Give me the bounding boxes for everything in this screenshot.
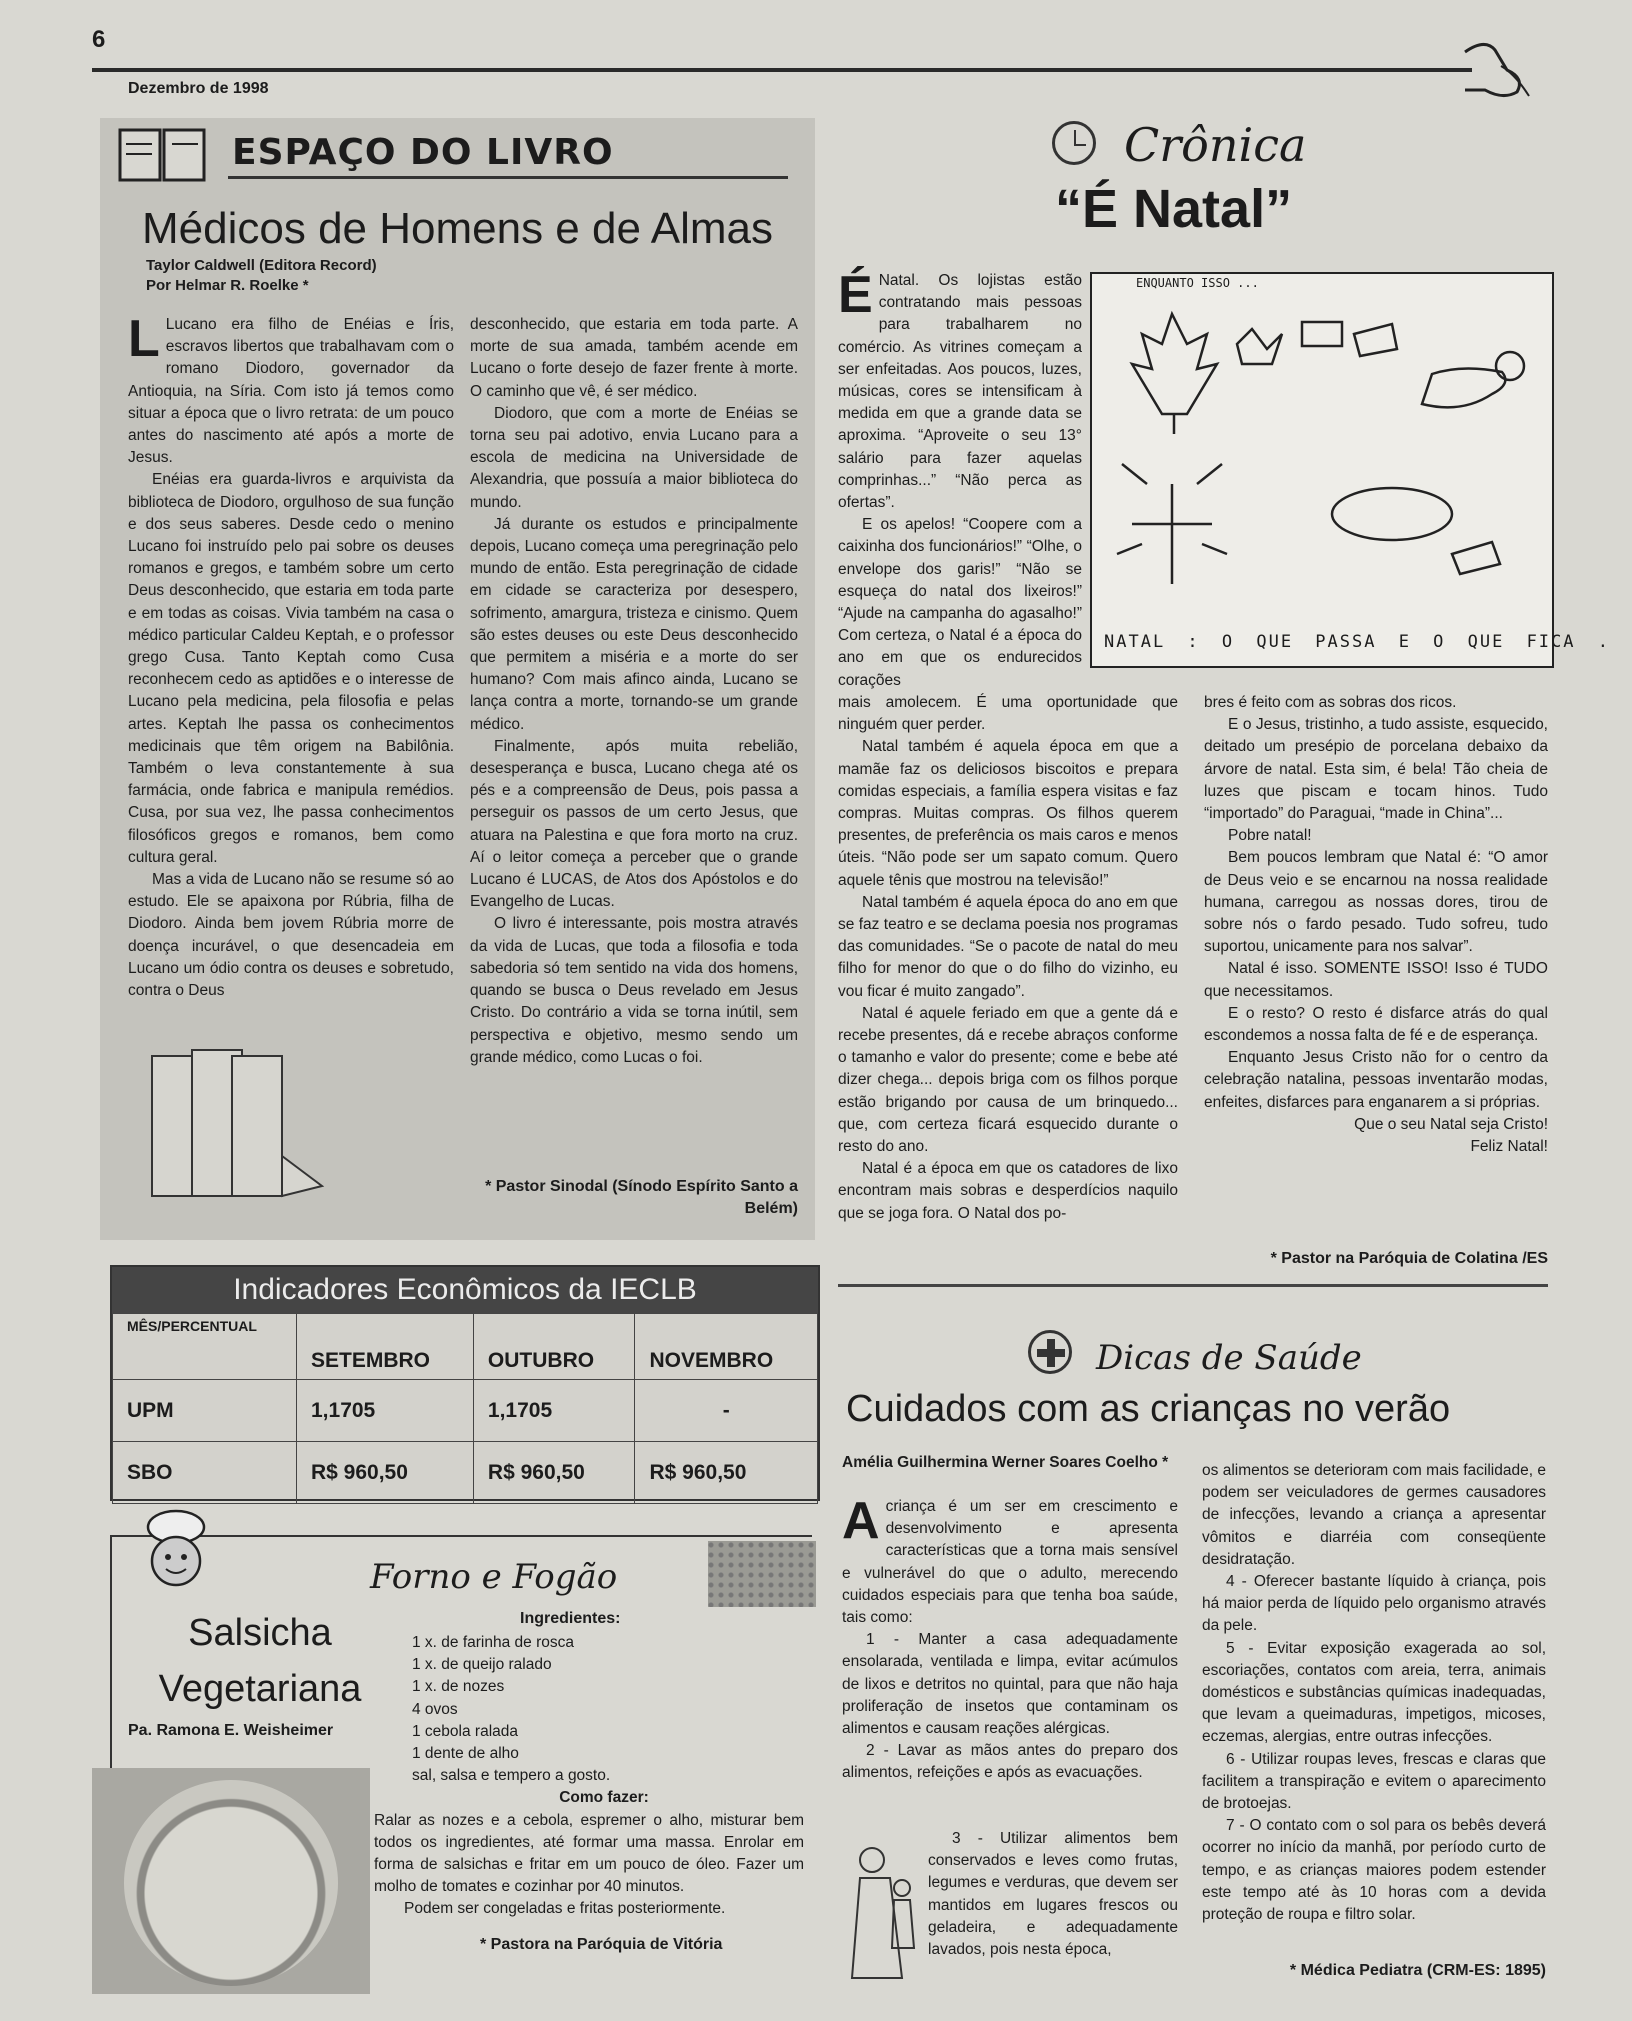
paragraph: bres é feito com as sobras dos ricos. [1204, 694, 1457, 711]
row-label: UPM [113, 1380, 297, 1442]
saude-column-1 [842, 1492, 1178, 1785]
livro-signature: * Pastor Sinodal (Sínodo Espírito Santo a Belém) [485, 1178, 798, 1217]
month-header: NOVEMBRO [635, 1314, 818, 1380]
cartoon-caption: NATAL : O QUE PASSA E O QUE FICA . [1104, 632, 1610, 652]
book-info: Taylor Caldwell (Editora Record) [146, 257, 377, 274]
paragraph: Finalmente, após muita rebelião, desesperança e busca, Lucano chega até os pés e a compreensão de Deus, pois passa a perseguir os passos de um certo Jesus, que atuara na Palestina e que fora morto na cruz. Aí o leitor começa a perceber que o grande Lucano é LUCAS, de Atos dos Apóstolos e do Evangelho de Lucas. [470, 737, 798, 911]
closing-line: Que o seu Natal seja Cristo! [1354, 1115, 1548, 1133]
ingredient: 1 x. de farinha de rosca [412, 1634, 574, 1651]
method-heading: Como fazer: [559, 1789, 649, 1807]
paragraph: Natal é aquele feriado em que a gente dá e recebe presentes, dá e recebe abraços conforme o tamanho e valor do presente; come e bebe até dizer chega... depois briga com os filhos porque estão brigando por causa de um brinquedo... que, com certeza ficará esquecido durante o resto do ano. [838, 1004, 1178, 1156]
saude-author: Amélia Guilhermina Werner Soares Coelho * [842, 1454, 1169, 1471]
section-label-livro: ESPAÇO DO LIVRO [232, 132, 614, 173]
ingredient: 1 dente de alho [412, 1745, 519, 1763]
paragraph: Já durante os estudos e principalmente depois, Lucano começa uma peregrinação pelo mundo de então. Esta peregrinação de cidade em cidade se caracteriza por desespero, sofrimento, amargura, tristeza e cinismo. Quem são estes deuses ou este Deus desconhecido que permitem a miséria e a morte do ser humano? Com mais afinco ainda, Lucano se lança contra a morte, tornando-se um grande médico. [470, 515, 798, 733]
section-label-saude: Dicas de Saúde [1096, 1338, 1362, 1378]
paragraph: mais amolecem. É uma oportunidade que ninguém quer perder. [838, 694, 1178, 734]
paragraph: Enéias era guarda-livros e arquivista da biblioteca de Diodoro, orgulhoso de sua função e dos seus saberes. Desde cedo o menino Lucano foi instruído pelo pai sobre os deuses romanos e gregos, e também sobre um certo Deus desconhecido, que estaria em toda parte e em todas as coisas. Vivia também na casa o médico particular Caldeu Keptah, e o professor grego Cusa. Tanto Keptah como Cusa reconhecem cedo as aptidões e o interesse de Lucano pela medicina, pela filosofia e pelas artes. Keptah lhe passa os conhecimentos medicinais que têm origem na Babilônia. Também o leva constantemente à sua farmácia, onde fabrica e manipula remédios. Cusa, por sua vez, lhe passa conhecimentos filosóficos gregos e romanos, bem como cultura geral. [128, 471, 454, 866]
paragraph: É Natal. Os lojistas estão contratando mais pessoas para trabalharem no comércio. As vitrines começam a ser enfeitadas. Aos poucos, luzes, músicas, cores se intensificam à medida em que a grande data se aproxima. “Aproveite o seu 13° salário para fazer aquelas comprinhas...” “Não perca as ofertas”. [838, 266, 1082, 512]
article-title-saude: Cuidados com as crianças no verão [846, 1388, 1451, 1430]
section-label-cronica: Crônica [1124, 118, 1307, 172]
paragraph: Mas a vida de Lucano não se resume só ao estudo. Ele se apaixona por Rúbria, filha de Diodoro. Ainda bem jovem Rúbria morre de doença incurável, o que desencadeia em Lucano um ódio contra os deuses e sobretudo, contra o Deus [128, 871, 454, 1000]
paragraph: Bem poucos lembram que Natal é: “O amor de Deus veio e se encarnou na nossa realidade humana, carregou as nossas dores, tirou de sobre nós o fardo pesado. Tudo sofreu, tudo suportou, unicamente para nos salvar”. [1204, 849, 1548, 956]
paragraph: E o resto? O resto é disfarce atrás do qual escondemos a nossa falta de fé e de esperança. [1204, 1004, 1548, 1045]
mother-child-illustration [842, 1838, 926, 1988]
food-bowl [124, 1780, 338, 1986]
ingredient: 1 x. de nozes [412, 1678, 505, 1696]
section-rule [228, 176, 788, 179]
paragraph: Pobre natal! [1228, 827, 1312, 845]
recipe-note: Podem ser congeladas e fritas posteriormente. [404, 1900, 726, 1918]
pointing-hand-icon [1455, 30, 1535, 108]
table-cell: R$ 960,50 [297, 1442, 474, 1504]
recipe-body [374, 1632, 804, 1921]
health-cross-icon [1028, 1330, 1072, 1374]
month-header: SETEMBRO [297, 1314, 474, 1380]
article-title-livro: Médicos de Homens e de Almas [142, 204, 773, 253]
paragraph: 7 - O contato com o sol para os bebês deverá ocorrer no início da manhã, por período curto de tempo, e as crianças maiores podem estender este tempo até às 10 horas com a devida proteção de roupa e filtro solar. [1202, 1817, 1546, 1924]
table-row [113, 1442, 818, 1504]
table-row [113, 1380, 818, 1442]
table-corner-label: MÊS/PERCENTUAL [113, 1314, 297, 1380]
article-title-cronica: “É Natal” [1055, 179, 1293, 239]
paragraph: desconhecido, que estaria em toda parte. A morte de sua amada, também acende em Lucano o forte desejo de fazer frente à morte. O caminho que vê, é ser médico. [470, 316, 798, 400]
chef-icon [128, 1505, 224, 1597]
paragraph: O livro é interessante, pois mostra através da vida de Lucas, que toda a filosofia e toda sabedoria só tem sentido na vida dos homens, quando se busca o Deus revelado em Jesus Cristo. Do contrário a vida se torna inútil, sem perspectiva e objetivo, mesmo sendo um grande médico, como Lucas o foi. [470, 915, 798, 1066]
closing-line: Feliz Natal! [1470, 1138, 1548, 1156]
table-cell: R$ 960,50 [473, 1442, 635, 1504]
section-divider [838, 1284, 1548, 1287]
paragraph: Acriança é um ser em crescimento e desenvolvimento e apresenta características que a torna mais sensível e vulnerável do que o adulto, merecendo cuidados especiais para que tenha boa saúde, tais como: [842, 1492, 1178, 1627]
table-cell: 1,1705 [473, 1380, 635, 1442]
cronica-column-2 [1204, 692, 1548, 1158]
ingredient: sal, salsa e tempero a gosto. [412, 1767, 611, 1785]
method-text: Ralar as nozes e a cebola, espremer o alho, misturar bem todos os ingredientes, até formar uma massa. Enrolar em forma de salsichas e fritar em um pouco de óleo. Fazer um molho de tomates e cozinhar por 40 minutos. [374, 1811, 804, 1896]
table-cell: 1,1705 [297, 1380, 474, 1442]
book-credit [146, 256, 377, 296]
paragraph: E o Jesus, tristinho, a tudo assiste, esquecido, deitado um presépio de porcelana debaixo da árvore de natal. Esta sim, é bela! Tão cheia de luzes que piscam e tocam hinos. Tudo “importado” do Paraguai, “made in China”... [1204, 716, 1548, 823]
paragraph: E os apelos! “Coopere com a caixinha dos funcionários!” “Olhe, o envelope dos garis!” “Não se esqueça do natal dos lixeiros!” “Ajude na campanha do agasalho!” Com certeza, o Natal é a época do ano em que os endurecidos corações [838, 516, 1082, 689]
cronica-column-1-top [838, 266, 1082, 692]
paragraph: Natal é a época em que os catadores de lixo encontram mais sobras e desperdícios naquilo que se joga fora. O Natal dos po- [838, 1160, 1178, 1222]
clock-icon [1052, 121, 1096, 165]
table-cell: R$ 960,50 [635, 1442, 818, 1504]
christmas-cartoon [1090, 272, 1554, 668]
cartoon-drawing [1092, 274, 1552, 666]
paragraph: 3 - Utilizar alimentos bem conservados e leves como frutas, legumes e verduras, que devem ser mantidos em lugares frescos ou geladeira, e adequadamente lavados, pois nesta época, [928, 1830, 1178, 1959]
saude-column-2 [1202, 1460, 1546, 1926]
paragraph: Natal é isso. SOMENTE ISSO! Isso é TUDO que necessitamos. [1204, 960, 1548, 1000]
cartoon-top-text: ENQUANTO ISSO ... [1136, 276, 1259, 290]
paragraph: Natal também é aquela época em que a mamãe faz os deliciosos biscoitos e prepara comidas especiais, a família espera visitas e faz compras. Muitas compras. Os filhos querem presentes, de preferência os mais caros e menos úteis. “Não pode ser um sapato comum. Quero aquele tênis que mostrou na televisão!” [838, 738, 1178, 889]
indicadores-table [110, 1265, 820, 1501]
header-rule [92, 68, 1472, 72]
ingredient: 1 cebola ralada [412, 1722, 518, 1740]
paragraph: 1 - Manter a casa adequadamente ensolarada, ventilada e limpa, evitar acúmulos de lixos e detritos no quintal, para que não haja proliferação de insetos que contaminam os alimentos e causam reações alérgicas. [842, 1631, 1178, 1738]
paragraph: L Lucano era filho de Enéias e Íris, escravos libertos que trabalhavam com o romano Diodoro, governador da Antioquia, na Síria. Com isto já temos como situar a época que o livro retrata: de um pouco antes do nascimento até após a morte de Jesus. [128, 310, 454, 467]
paragraph: 6 - Utilizar roupas leves, frescas e claras que facilitem a transpiração e evitem o aparecimento de brotoejas. [1202, 1750, 1546, 1813]
forno-signature: * Pastora na Paróquia de Vitória [480, 1936, 723, 1953]
saude-signature: * Médica Pediatra (CRM-ES: 1895) [1289, 1962, 1546, 1979]
ingredients-heading: Ingredientes: [520, 1610, 621, 1627]
herbs-photo [708, 1541, 816, 1607]
section-label-forno: Forno e Fogão [370, 1557, 618, 1597]
table-cell: - [635, 1380, 818, 1442]
recipe-title: Salsicha Vegetariana [158, 1612, 362, 1710]
table-title: Indicadores Econômicos da IECLB [112, 1267, 818, 1313]
ingredient: 1 x. de queijo ralado [412, 1656, 552, 1674]
issue-date: Dezembro de 1998 [128, 80, 269, 97]
month-header: OUTUBRO [473, 1314, 635, 1380]
cronica-signature: * Pastor na Paróquia de Colatina /ES [1270, 1250, 1548, 1267]
paragraph: 5 - Evitar exposição exagerada ao sol, escoriações, contatos com areia, terra, animais domésticos e substâncias químicas inadequadas, que levam a queimaduras, impetigos, micoses, eczemas, alergias, entre outras infecções. [1202, 1639, 1546, 1746]
paragraph: 4 - Oferecer bastante líquido à criança, pois há maior perda de líquido pelo organismo através da pele. [1202, 1573, 1546, 1635]
byline: Por Helmar R. Roelke * [146, 277, 309, 294]
paragraph: Enquanto Jesus Cristo não for o centro da celebração natalina, pessoas inventarão modas, enfeites, disfarces para enganarem a si próprias. [1204, 1049, 1548, 1111]
recipe-author: Pa. Ramona E. Weisheimer [128, 1722, 334, 1739]
stacked-books-illustration [122, 1036, 332, 1212]
paragraph: os alimentos se deterioram com mais facilidade, e podem ser veiculadores de germes causadores de infecções, levando a criança a apresentar vômitos e diarréia com conseqüente desidratação. [1202, 1462, 1546, 1568]
page-number: 6 [92, 26, 106, 53]
open-book-icon [116, 124, 208, 186]
paragraph: 2 - Lavar as mãos antes do preparo dos alimentos, refeições e após as evacuações. [842, 1742, 1178, 1782]
livro-column-2 [470, 314, 798, 1069]
paragraph: Natal também é aquela época do ano em que se faz teatro e se declama poesia nos programas das comunidades. “Se o pacote de natal do meu filho for menor do que o do filho do vizinho, eu vou ficar é muito zangado”. [838, 893, 1178, 1000]
livro-column-1 [128, 310, 454, 1002]
saude-column-1-low [928, 1828, 1178, 1961]
row-label: SBO [113, 1442, 297, 1504]
cronica-column-1 [838, 692, 1178, 1225]
ingredient: 4 ovos [412, 1700, 458, 1718]
paragraph: Diodoro, que com a morte de Enéias se torna seu pai adotivo, envia Lucano para a escola de medicina na Universidade de Alexandria, que possuía a maior biblioteca do mundo. [470, 404, 798, 511]
